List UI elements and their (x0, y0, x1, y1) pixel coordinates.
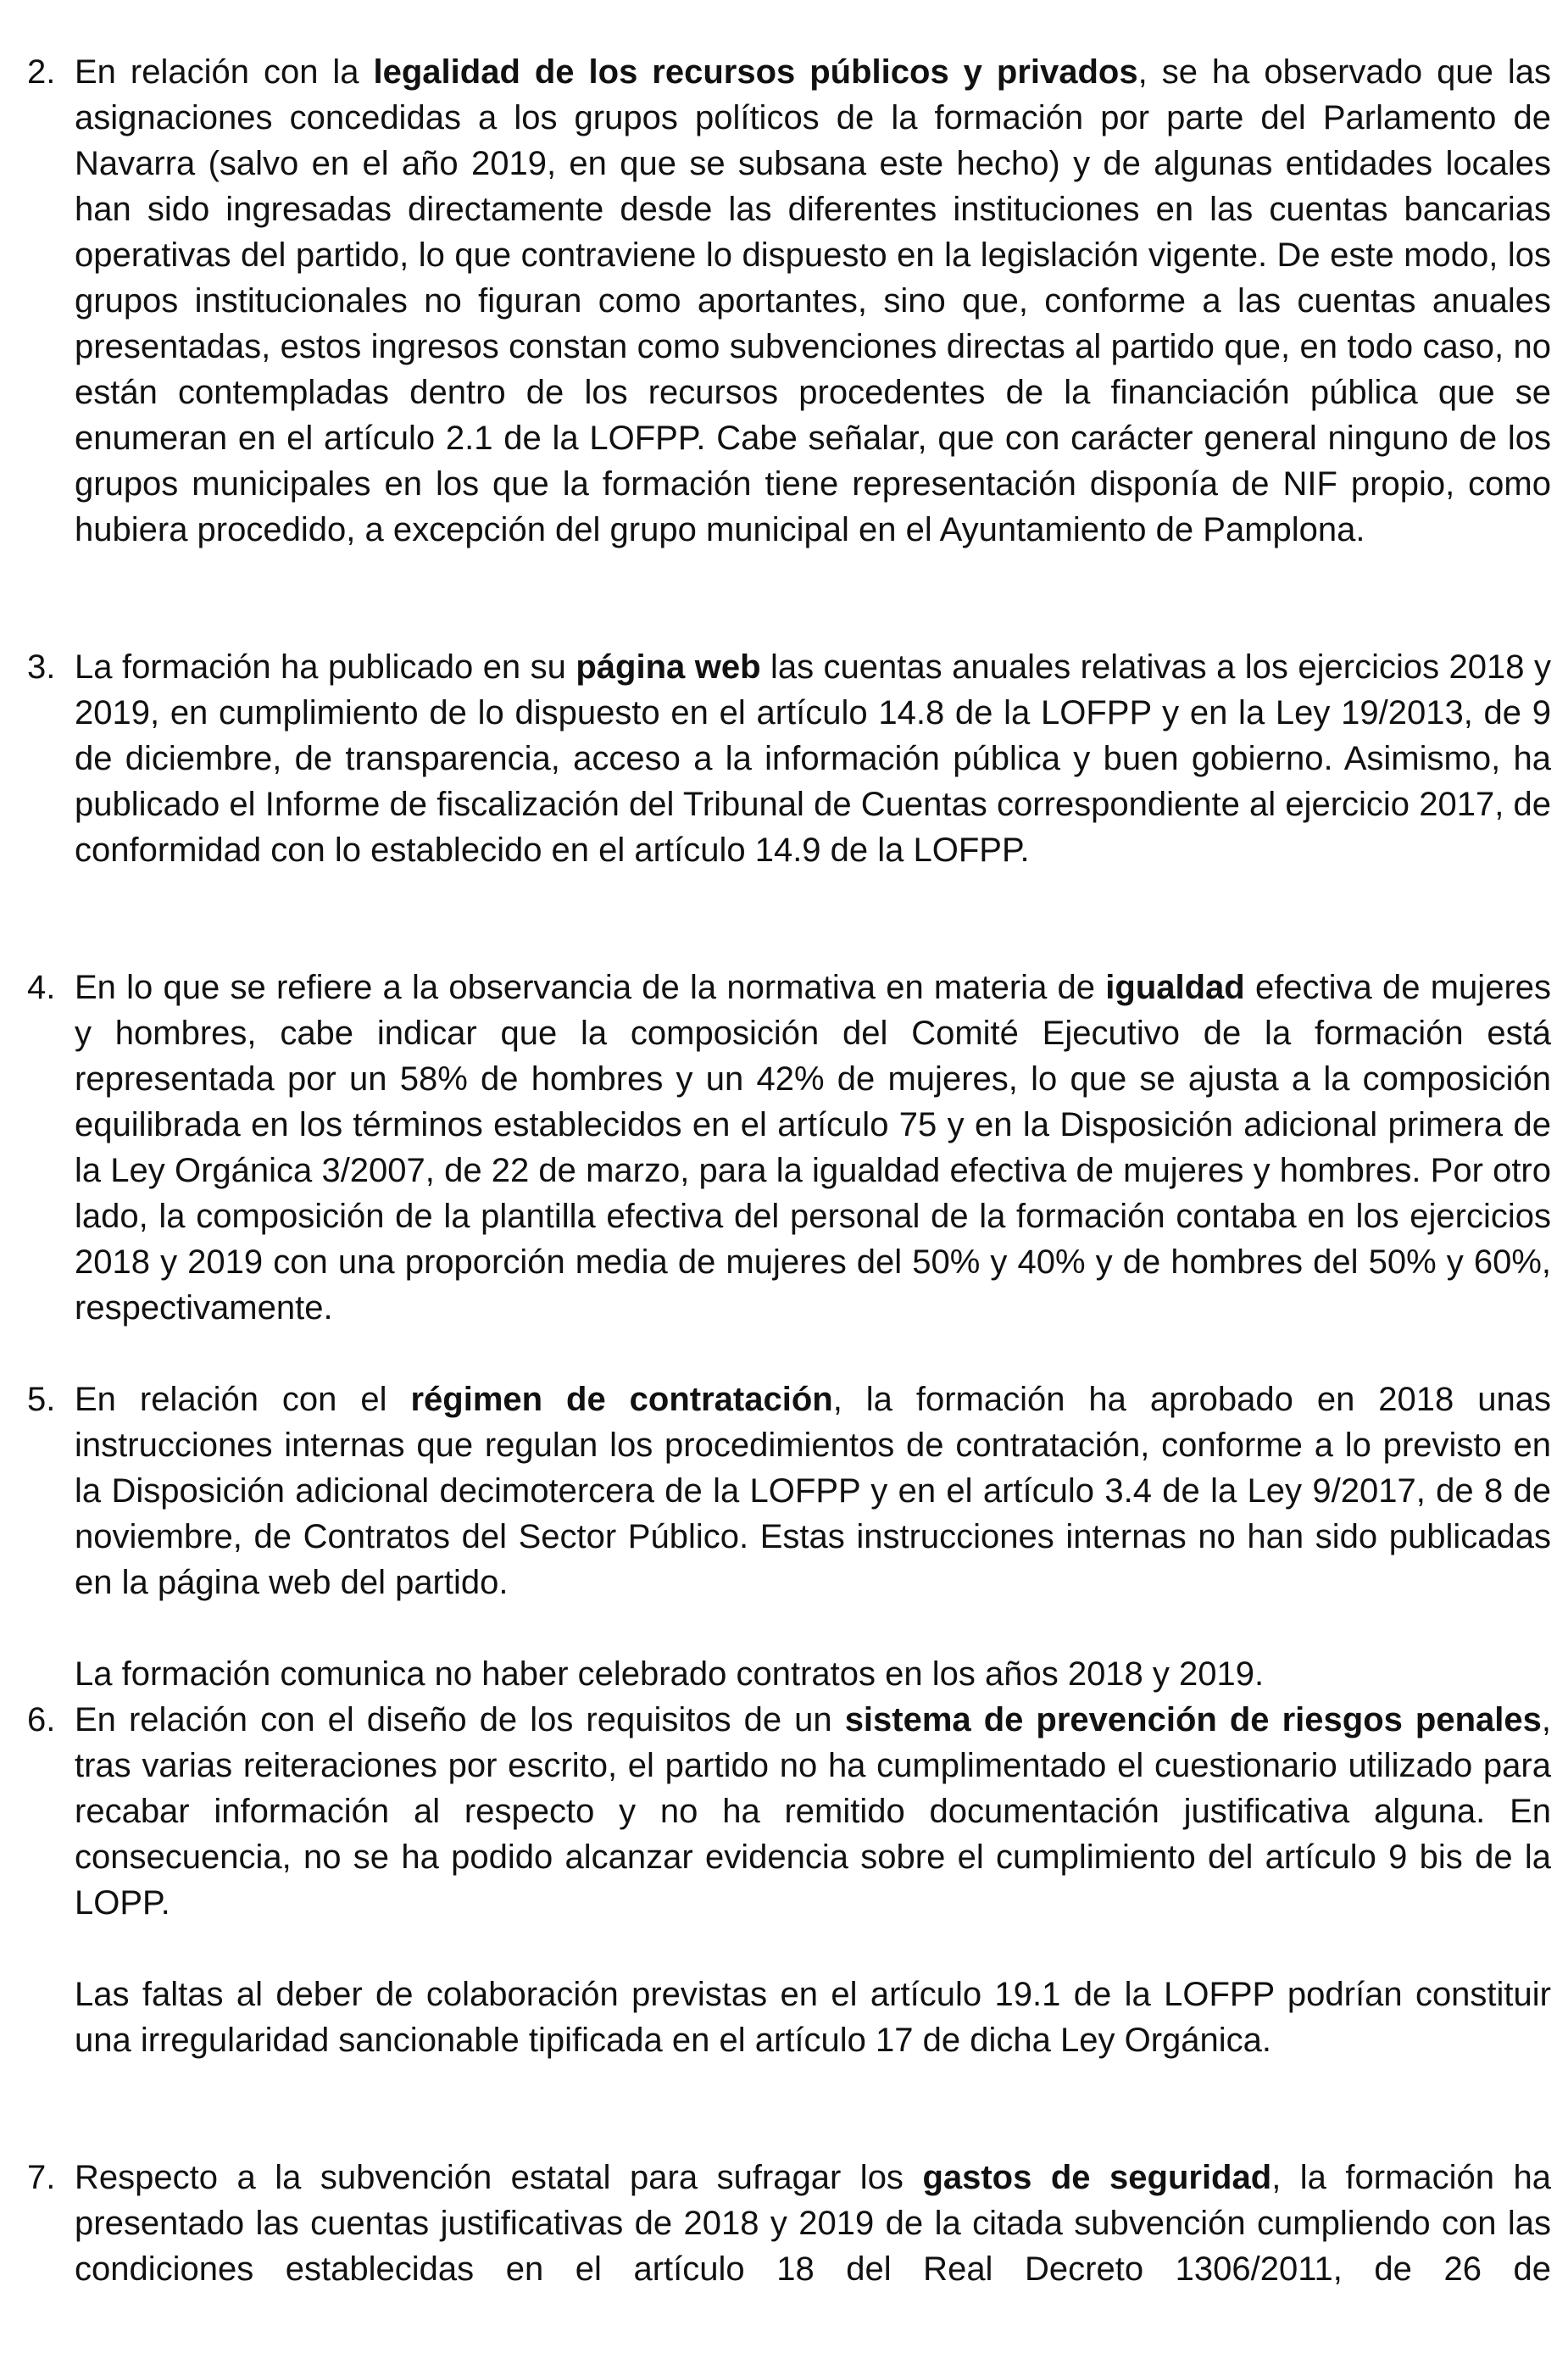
item-body (75, 2155, 1551, 2292)
paragraph: En relación con el régimen de contratación, la formación ha aprobado en 2018 unas instrucciones internas que regulan los procedimientos de contratación, conforme a lo previsto en la Disposición adicional decimotercera de la LOFPP y en el artículo 3.4 de la Ley 9/2017, de 8 de noviembre, de Contratos del Sector Público. Estas instrucciones internas no han sido publicadas en la página web del partido. (75, 1381, 1551, 1601)
item-body (75, 1697, 1551, 2063)
paragraph: En lo que se refiere a la observancia de la normativa en materia de igualdad efectiva de mujeres y hombres, cabe indicar que la composición del Comité Ejecutivo de la formación está representada por un 58% de hombres y un 42% de mujeres, lo que se ajusta a la composición equilibrada en los términos establecidos en el artículo 75 y en la Disposición adicional primera de la Ley Orgánica 3/2007, de 22 de marzo, para la igualdad efectiva de mujeres y hombres. Por otro lado, la composición de la plantilla efectiva del personal de la formación contaba en los ejercicios 2018 y 2019 con una proporción media de mujeres del 50% y 40% y de hombres del 50% y 60%, respectivamente. (75, 969, 1552, 1327)
item-body (75, 965, 1551, 1331)
item-number: 3. (27, 648, 56, 686)
item-body (75, 1377, 1551, 1697)
paragraph: En relación con la legalidad de los recursos públicos y privados, se ha observado que las asignaciones concedidas a los grupos políticos de la formación por parte del Parlamento de Navarra (salvo en el año 2019, en que se subsana este hecho) y de algunas entidades locales han sido ingresadas directamente desde las diferentes instituciones en las cuentas bancarias operativas del partido, lo que contraviene lo dispuesto en la legislación vigente. De este modo, los grupos institucionales no figuran como aportantes, sino que, conforme a las cuentas anuales presentadas, estos ingresos constan como subvenciones directas al partido que, en todo caso, no están contempladas dentro de los recursos procedentes de la financiación pública que se enumeran en el artículo 2.1 de la LOFPP. Cabe señalar, que con carácter general ninguno de los grupos municipales en los que la formación tiene representación disponía de NIF propio, como hubiera procedido, a excepción del grupo municipal en el Ayuntamiento de Pamplona. (75, 53, 1551, 548)
item-body (75, 49, 1551, 553)
paragraph: En relación con el diseño de los requisitos de un sistema de prevención de riesgos penales, tras varias reiteraciones por escrito, el partido no ha cumplimentado el cuestionario utilizado para recabar información al respecto y no ha remitido documentación justificativa alguna. En consecuencia, no se ha podido alcanzar evidencia sobre el cumplimiento del artículo 9 bis de la LOPP. (75, 1701, 1551, 1922)
item-number: 7. (27, 2159, 56, 2196)
paragraph: La formación ha publicado en su página web las cuentas anuales relativas a los ejercicios 2018 y 2019, en cumplimiento de lo dispuesto en el artículo 14.8 de la LOFPP y en la Ley 19/2013, de 9 de diciembre, de transparencia, acceso a la información pública y buen gobierno. Asimismo, ha publicado el Informe de fiscalización del Tribunal de Cuentas correspondiente al ejercicio 2017, de conformidad con lo establecido en el artículo 14.9 de la LOFPP. (75, 648, 1551, 869)
item-number: 5. (27, 1381, 56, 1418)
paragraph: Respecto a la subvención estatal para sufragar los gastos de seguridad, la formación ha presentado las cuentas justificativas de 2018 y 2019 de la citada subvención cumpliendo con las condiciones establecidas en el artículo 18 del Real Decreto 1306/2011, de 26 de (75, 2159, 1552, 2288)
paragraph: La formación comunica no haber celebrado contratos en los años 2018 y 2019. (75, 1655, 1265, 1693)
item-number: 4. (27, 969, 56, 1006)
paragraph: Las faltas al deber de colaboración previstas en el artículo 19.1 de la LOFPP podrían constituir una irregularidad sancionable tipificada en el artículo 17 de dicha Ley Orgánica. (75, 1976, 1551, 2059)
item-number: 2. (27, 53, 56, 91)
item-number: 6. (27, 1701, 56, 1738)
item-body (75, 644, 1551, 873)
